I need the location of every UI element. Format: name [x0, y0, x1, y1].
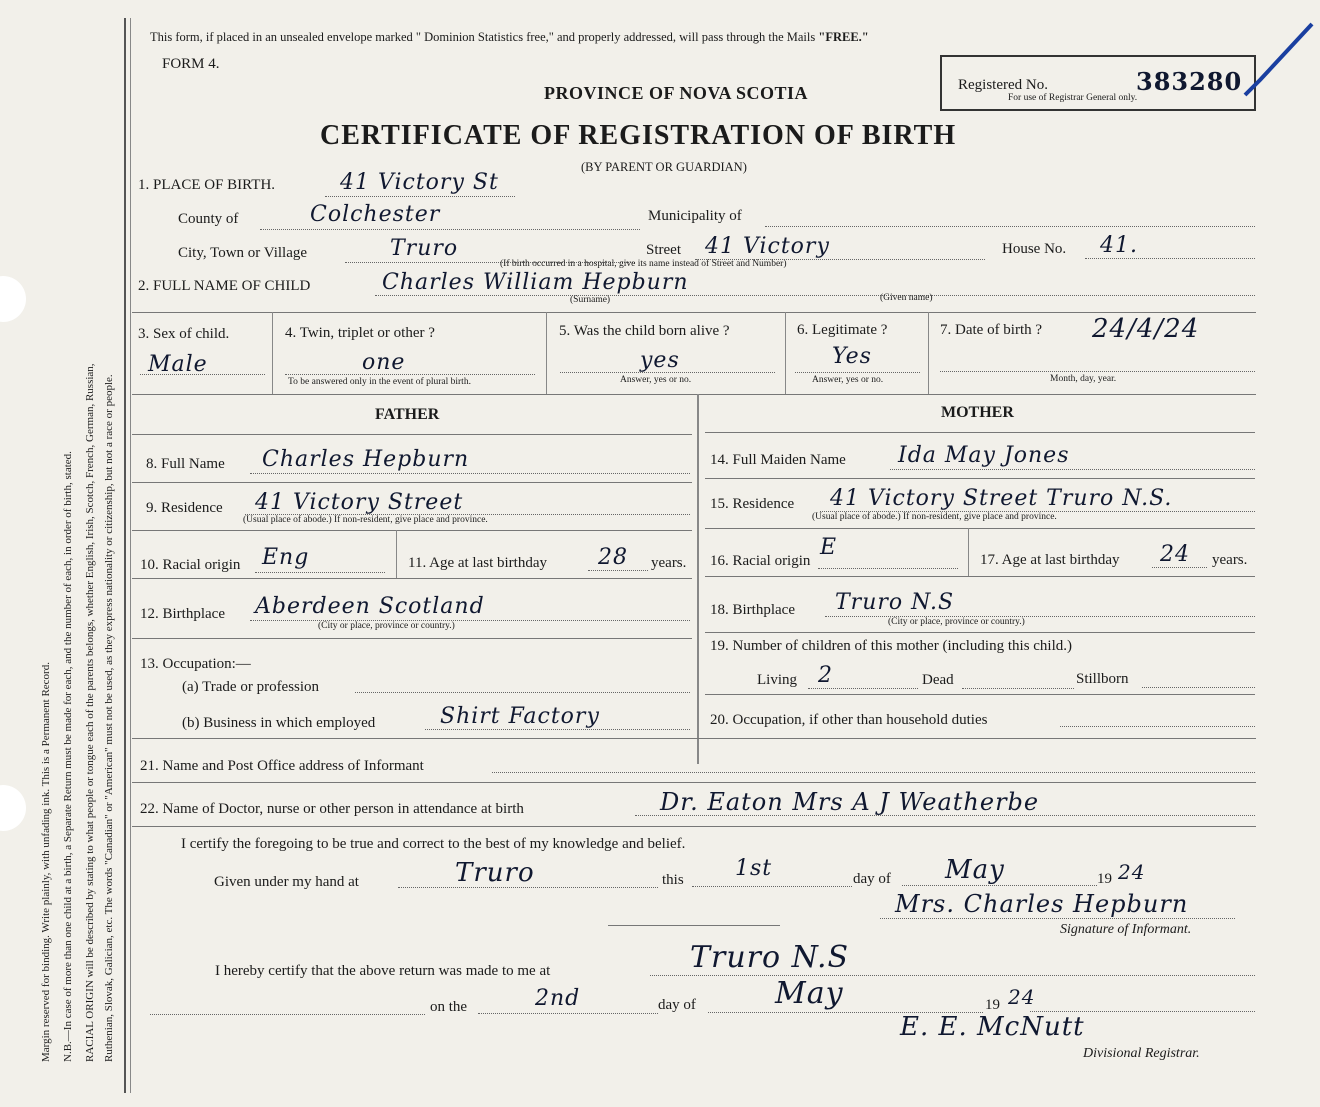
street-note: (If birth occurred in a hospital, give its name instead of Street and Number)	[500, 259, 787, 269]
mother-age-label: 17. Age at last birthday	[980, 552, 1120, 568]
certify-statement: I certify the foregoing to be true and correct to the best of my knowledge and belief.	[181, 836, 686, 852]
binding-rule	[124, 18, 126, 1093]
document-subtitle: (BY PARENT OR GUARDIAN)	[581, 160, 747, 174]
child-name-label: 2. FULL NAME OF CHILD	[138, 278, 311, 294]
alive-note: Answer, yes or no.	[620, 375, 692, 385]
doctor-value: Dr. Eaton Mrs A J Weatherbe	[660, 788, 1040, 816]
form-number: FORM 4.	[162, 56, 220, 72]
house-number-label: House No.	[1002, 241, 1067, 257]
parent-divider	[697, 394, 699, 764]
father-race-label: 10. Racial origin	[140, 557, 241, 573]
registered-month-value: May	[775, 976, 844, 1011]
place-of-birth-label: 1. PLACE OF BIRTH.	[138, 177, 276, 193]
given-month-value: May	[945, 855, 1005, 885]
margin-note-4: Ruthenian, Slovak, Galician, etc. The words "Canadian" or "American" must not be used, as they express nationality or citizenship, but not a race or people.	[103, 374, 115, 1062]
reg-year-prefix: 19	[985, 997, 1000, 1013]
father-birthplace-value: Aberdeen Scotland	[255, 594, 485, 619]
county-value: Colchester	[310, 202, 441, 227]
stillborn-label: Stillborn	[1076, 671, 1129, 687]
document-title: CERTIFICATE OF REGISTRATION OF BIRTH	[320, 120, 957, 151]
place-of-birth-value: 41 Victory St	[340, 170, 499, 195]
father-name-label: 8. Full Name	[146, 456, 225, 472]
living-label: Living	[757, 672, 797, 688]
dob-value: 24/4/24	[1092, 314, 1200, 344]
given-under-label: Given under my hand at	[214, 874, 359, 890]
given-year-value: 24	[1118, 860, 1146, 884]
alive-value: yes	[640, 348, 680, 373]
dob-label: 7. Date of birth ?	[940, 322, 1043, 338]
father-residence-label: 9. Residence	[146, 500, 223, 516]
legitimate-value: Yes	[832, 344, 872, 369]
registered-number-box	[940, 55, 1256, 111]
given-name-note: (Given name)	[880, 293, 933, 303]
dob-note: Month, day, year.	[1050, 374, 1117, 384]
year-prefix: 19	[1097, 871, 1112, 887]
city-label: City, Town or Village	[178, 245, 308, 261]
mother-name-label: 14. Full Maiden Name	[710, 452, 846, 468]
mother-heading: MOTHER	[941, 404, 1014, 421]
father-occupation-label: 13. Occupation:—	[140, 656, 251, 672]
municipality-label: Municipality of	[648, 208, 742, 224]
postal-note: This form, if placed in an unsealed envelope marked " Dominion Statistics free," and properly addressed, will pass through the Mails "FREE."	[150, 30, 869, 44]
mother-residence-label: 15. Residence	[710, 496, 795, 512]
given-place-value: Truro	[455, 858, 535, 888]
dead-label: Dead	[922, 672, 954, 688]
registered-number-label: Registered No.	[958, 77, 1048, 93]
twin-value: one	[362, 350, 406, 375]
house-number-value: 41.	[1100, 233, 1138, 258]
registrar-label: Divisional Registrar.	[1083, 1046, 1200, 1061]
return-label: I hereby certify that the above return was made to me at	[215, 963, 551, 979]
registered-day-value: 2nd	[535, 986, 581, 1011]
punch-hole-top	[0, 276, 26, 322]
return-place-value: Truro N.S	[690, 940, 850, 975]
legitimate-label: 6. Legitimate ?	[797, 322, 888, 338]
father-race-value: Eng	[262, 545, 310, 570]
living-value: 2	[818, 663, 833, 688]
father-business-value: Shirt Factory	[440, 704, 600, 729]
registered-number-value: 383280	[1136, 67, 1243, 96]
mother-children-label: 19. Number of children of this mother (including this child.)	[710, 638, 1073, 654]
mother-age-value: 24	[1160, 542, 1190, 567]
father-trade-label: (a) Trade or profession	[182, 679, 320, 695]
mother-residence-value: 41 Victory Street Truro N.S.	[830, 486, 1173, 511]
mother-occupation-label: 20. Occupation, if other than household duties	[710, 712, 988, 728]
doctor-label: 22. Name of Doctor, nurse or other person in attendance at birth	[140, 801, 524, 817]
on-the-label: on the	[430, 999, 468, 1015]
sex-label: 3. Sex of child.	[138, 326, 230, 342]
margin-note-2: N.B.—In case of more than one child at a birth, a Separate Return must be made for each, and the number of each, in order of birth, stated.	[62, 451, 74, 1062]
child-name-value: Charles William Hepburn	[382, 270, 689, 295]
mother-race-label: 16. Racial origin	[710, 553, 811, 569]
mother-birthplace-value: Truro N.S	[835, 590, 955, 615]
day-of-label: day of	[853, 871, 891, 887]
margin-note-1: Margin reserved for binding. Write plainly, with unfading ink. This is a Permanent Record.	[40, 662, 52, 1062]
father-residence-note: (Usual place of abode.) If non-resident, give place and province.	[243, 515, 488, 525]
county-label: County of	[178, 211, 239, 227]
informant-signature: Mrs. Charles Hepburn	[895, 890, 1189, 918]
street-value: 41 Victory	[705, 234, 830, 259]
father-age-label: 11. Age at last birthday	[408, 555, 547, 571]
legitimate-note: Answer, yes or no.	[812, 375, 884, 385]
twin-note: To be answered only in the event of plural birth.	[288, 377, 471, 387]
father-birthplace-note: (City or place, province or country.)	[318, 621, 455, 631]
father-age-unit: years.	[651, 555, 687, 571]
registrar-signature: E. E. McNutt	[900, 1012, 1085, 1042]
punch-hole-bottom	[0, 785, 26, 831]
mother-age-unit: years.	[1212, 552, 1248, 568]
binding-rule-2	[130, 18, 131, 1093]
father-birthplace-label: 12. Birthplace	[140, 606, 225, 622]
blue-check-mark	[1240, 20, 1320, 100]
mother-race-value: E	[820, 535, 838, 560]
reg-day-of-label: day of	[658, 997, 696, 1013]
mother-birthplace-note: (City or place, province or country.)	[888, 617, 1025, 627]
father-name-value: Charles Hepburn	[262, 447, 470, 472]
city-value: Truro	[390, 236, 459, 261]
surname-note: (Surname)	[570, 295, 611, 305]
registered-year-value: 24	[1008, 985, 1036, 1009]
sex-value: Male	[148, 352, 208, 377]
given-day-value: 1st	[735, 856, 773, 881]
mother-birthplace-label: 18. Birthplace	[710, 602, 795, 618]
father-heading: FATHER	[375, 406, 440, 423]
mother-residence-note: (Usual place of abode.) If non-resident, give place and province.	[812, 512, 1057, 522]
signature-label: Signature of Informant.	[1060, 922, 1192, 937]
father-residence-value: 41 Victory Street	[255, 490, 464, 515]
father-business-label: (b) Business in which employed	[182, 715, 376, 731]
registered-number-note: For use of Registrar General only.	[1008, 93, 1138, 103]
margin-note-3: RACIAL ORIGIN will be described by stating to what people or tongue each of the parents belongs, whether English, Irish, Scotch, French, German, Russian,	[84, 363, 96, 1062]
street-label: Street	[646, 242, 681, 258]
alive-label: 5. Was the child born alive ?	[559, 323, 730, 339]
father-age-value: 28	[598, 545, 628, 570]
this-label: this	[662, 872, 684, 888]
twin-label: 4. Twin, triplet or other ?	[285, 325, 435, 341]
province-heading: PROVINCE OF NOVA SCOTIA	[544, 83, 809, 103]
informant-label: 21. Name and Post Office address of Informant	[140, 758, 424, 774]
mother-name-value: Ida May Jones	[898, 443, 1070, 468]
